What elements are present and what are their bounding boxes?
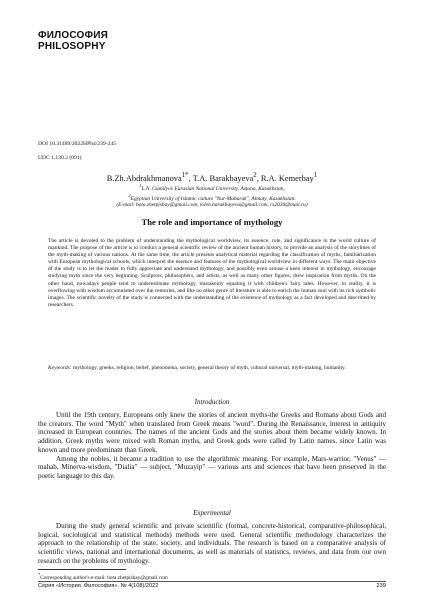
affiliations — [38, 183, 386, 209]
author-2: , T.A. Barakbayeva — [188, 173, 254, 183]
author-1-marker: 1* — [181, 171, 189, 179]
footnote-email: e-mail: bota.zhetpisbay@gmail.com — [89, 574, 168, 581]
page-number: 239 — [376, 583, 386, 589]
section-heading-en: PHILOSOPHY — [38, 41, 106, 52]
introduction-paragraph-1: Until the 19th century, Europeans only knew the stories of ancient myths-the Greeks and Romans about Gods and the creators. The word "Myth" when translated from Greek means "word". During the Renaissance, interest in antiquity increased in European countries. The names of the ancient Gods and the stories about them became widely known. In addition, Greek myths were mixed with Roman myths, and Greek gods were called by Latin names, since Latin was known and more predominant than Greek. — [38, 411, 386, 454]
affiliation-1: $^1$L.N. Gumilyov Eurasian National University, Astana, Kazakhstan, — [139, 183, 285, 192]
doi-line: DOI 10.31489/2022HPh4/239-245 — [38, 141, 117, 147]
footer-rule — [38, 581, 386, 582]
affiliation-2: $^2$Egyptian University of Islamic culture "Nur-Mubarak", Almaty, Kazakhstan. — [128, 192, 296, 202]
keywords-label: Keywords: — [48, 365, 72, 371]
experimental-paragraph-1: During the study general scientific and private scientific (formal, concrete-historical, comparative-philosophical, logical, sociological and statistical methods) methods were used. General scientific methodology characterizes the approach to the relationship of the state, society, and individuals. The research is based on a comparative analysis of scientific views, national and international documents, as well as materials of statistics, reviews, and data from our own research on the problems of mythology. — [38, 522, 386, 565]
footnote-label: Corresponding author's — [40, 574, 90, 581]
section-heading-ru: ФИЛОСОФИЯ — [38, 30, 108, 41]
experimental-body — [38, 522, 386, 566]
abstract-text: The article is devoted to the problem of understanding the mythological worldview, its essence, role, and significance in the world culture of mankind. The purpose of the article is to conduct a general scientific review of the ancient human history, to provide an analysis of the storylines of the myth-making of various nations. At the same time, the article presents analytical material regarding the classification of myths, familiarization with European mythological schools, which interpret the essence and features of the mythological worldview in different ways. The main objective of the study is to let the reader to fully appreciate and understand mythology, and possibly even arouse a keen interest in mythology, encourage studying myth since the very beginning. Sculptors, philosophers, and artists, as well as many other figures, drew inspiration from myths. On the other hand, nowadays people tend to underestimate mythology, mistakenly equating it with children's fairy tales. However, in reality, it is overflowing with wisdom accumulated over the centuries, and like no other genre of literature is able to enrich the human soul with its rich symbolic images. The scientific novelty of the study is connected with the understanding of the existence of mythology as a fact developed and described by researchers. — [48, 238, 376, 308]
experimental-heading: Experimental — [193, 509, 231, 517]
introduction-heading: Introduction — [194, 398, 230, 406]
authors-line — [38, 170, 386, 184]
section-heading — [38, 30, 108, 52]
author-3: , R.A. Kemerbay — [256, 173, 314, 183]
author-2-marker: 2 — [253, 171, 257, 179]
author-3-marker: 1 — [313, 171, 318, 179]
footnote-marker: * — [38, 572, 41, 577]
author-emails: (E-mail: bota.zhetpisbay@gmail.com, tolen.barakbayeva@gmail.com, rs2030@mail.ru) — [116, 202, 308, 209]
abstract — [48, 238, 376, 309]
author-1: B.Zh.Abdrakhmanova — [106, 173, 182, 183]
udc-line: UDC 1.130.2 (091) — [38, 155, 82, 161]
keywords — [48, 365, 376, 372]
article-title: The role and importance of mythology — [141, 217, 283, 227]
introduction-paragraph-2: Among the nobles, it became a tradition to use the algorithmic meaning. For example, Mars-warrior, "Venus" — mahab, Minerva-wisdom, "Dialia" — subject, "Muzayip" — various arts and sciences that have been preserved in the poetic language to this day. — [38, 454, 386, 480]
keywords-text: mythology, greeks, religion, belief, phenomena, society, general theory of myth, cultural universal, myth-making, humanity. — [71, 365, 346, 371]
introduction-body — [38, 411, 386, 481]
footnote-rule — [38, 569, 126, 570]
journal-series: Серия «История. Философия». № 4(108)/2022 — [38, 583, 159, 589]
